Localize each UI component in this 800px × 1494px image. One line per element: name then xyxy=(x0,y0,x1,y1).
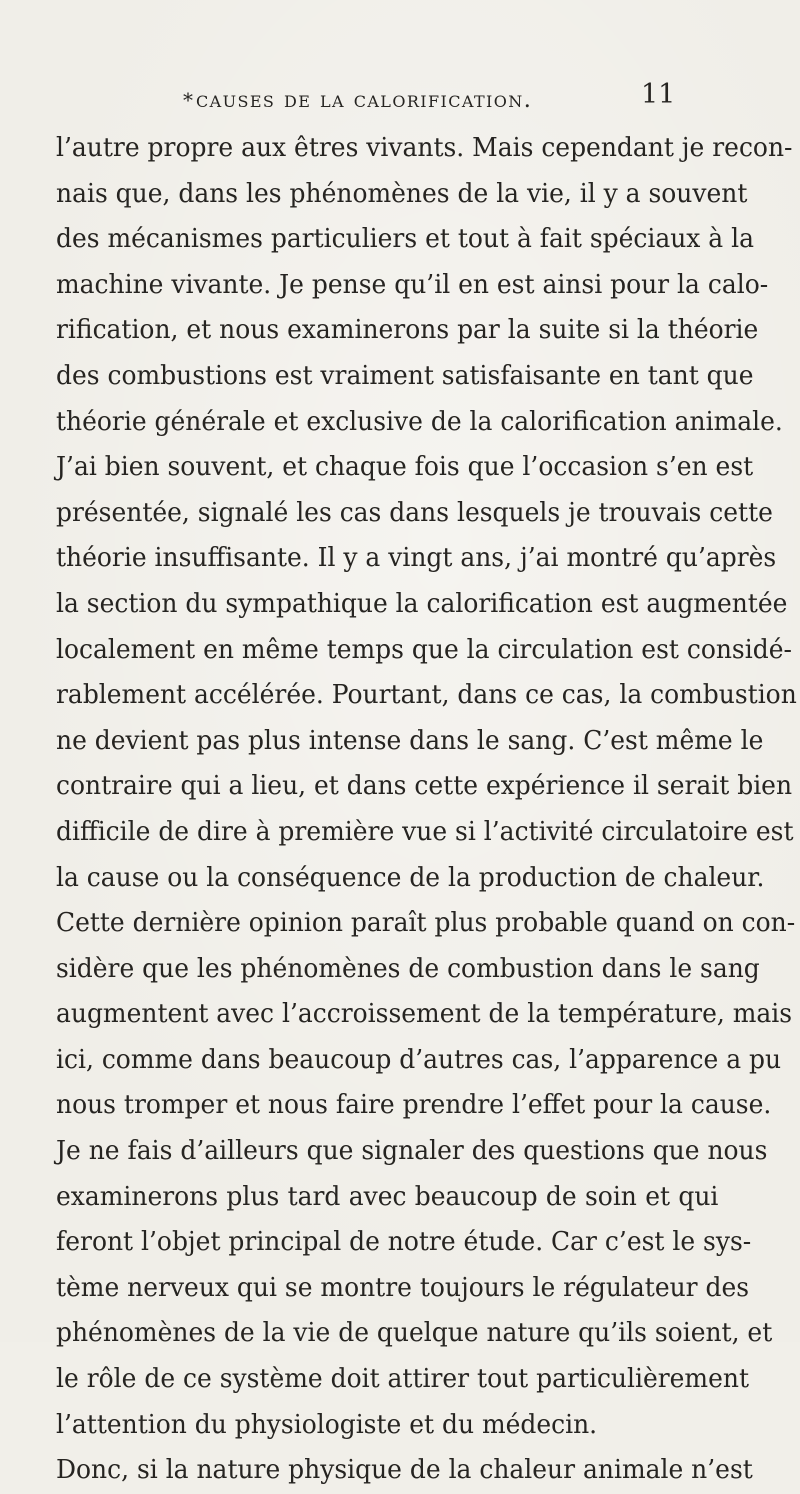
text-line: sidère que les phénomènes de combustion dans le sang xyxy=(56,953,760,984)
text-line: examinerons plus tard avec beaucoup de soin et qui xyxy=(56,1181,719,1212)
text-line: la section du sympathique la calorification est augmentée xyxy=(56,588,788,619)
text-line: théorie générale et exclusive de la calorification animale. xyxy=(56,406,783,437)
text-line: Cette dernière opinion paraît plus probable quand on con- xyxy=(56,908,796,939)
page-header xyxy=(0,78,800,118)
text-line: nais que, dans les phénomènes de la vie, il y a souvent xyxy=(56,178,748,209)
text-line: Je ne fais d’ailleurs que signaler des questions que nous xyxy=(56,1136,768,1167)
text-line: feront l’objet principal de notre étude. Car c’est le sys- xyxy=(56,1227,752,1258)
text-line: l’autre propre aux êtres vivants. Mais cependant je recon- xyxy=(56,133,793,163)
text-line: présentée, signalé les cas dans lesquels je trouvais cette xyxy=(56,497,773,528)
running-head: causes de la calorification. xyxy=(196,87,533,113)
header-mark: * xyxy=(183,88,193,112)
text-line: contraire qui a lieu, et dans cette expérience il serait bien xyxy=(56,771,793,802)
body-text xyxy=(56,126,797,1494)
text-line: nous tromper et nous faire prendre l’effet pour la cause. xyxy=(56,1090,772,1121)
text-line: la cause ou la conséquence de la production de chaleur. xyxy=(56,862,765,893)
text-line: théorie insuffisante. Il y a vingt ans, j’ai montré qu’après xyxy=(56,543,777,574)
text-line: tème nerveux qui se montre toujours le régulateur des xyxy=(56,1272,750,1303)
text-line: rablement accélérée. Pourtant, dans ce cas, la combustion xyxy=(56,680,797,711)
text-line: ici, comme dans beaucoup d’autres cas, l’apparence a pu xyxy=(56,1044,782,1075)
text-line: difficile de dire à première vue si l’activité circulatoire est xyxy=(56,816,794,847)
text-line: J’ai bien souvent, et chaque fois que l’occasion s’en est xyxy=(56,452,754,483)
text-line: Donc, si la nature physique de la chaleur animale n’est xyxy=(56,1455,753,1486)
text-line: machine vivante. Je pense qu’il en est ainsi pour la calo- xyxy=(56,269,769,300)
text-line: des combustions est vraiment satisfaisante en tant que xyxy=(56,360,754,391)
page-number: 11 xyxy=(641,79,676,110)
text-line: localement en même temps que la circulation est considé- xyxy=(56,634,792,665)
text-line: l’attention du physiologiste et du médecin. xyxy=(56,1409,598,1440)
text-line: rification, et nous examinerons par la suite si la théorie xyxy=(56,315,759,346)
text-line: des mécanismes particuliers et tout à fait spéciaux à la xyxy=(56,224,754,255)
text-line: phénomènes de la vie de quelque nature qu’ils soient, et xyxy=(56,1318,773,1349)
text-line: le rôle de ce système doit attirer tout particulièrement xyxy=(56,1364,749,1395)
text-line: ne devient pas plus intense dans le sang. C’est même le xyxy=(56,725,764,756)
text-line: augmentent avec l’accroissement de la température, mais xyxy=(56,999,793,1030)
